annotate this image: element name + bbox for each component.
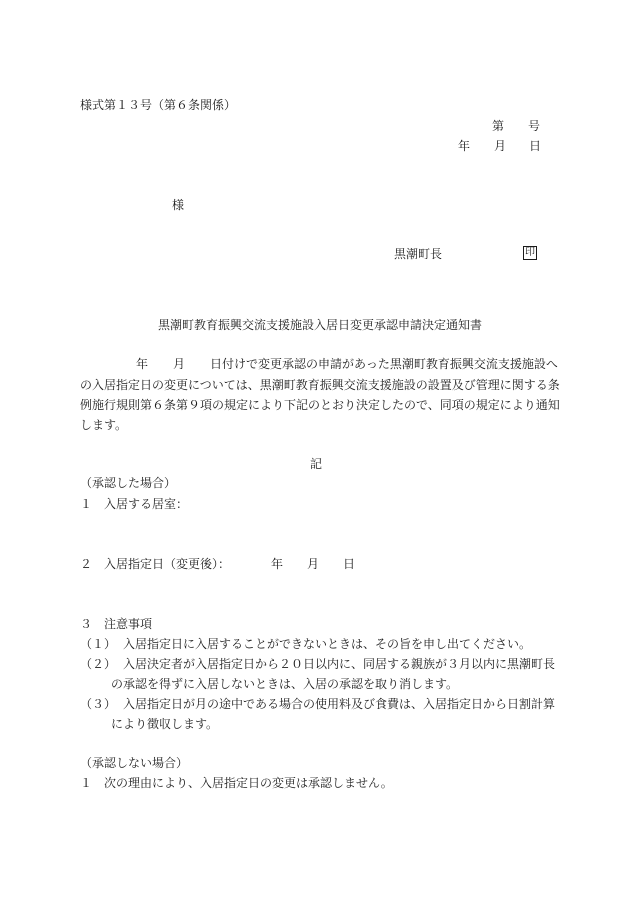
body-line-2: の入居指定日の変更については、黒潮町教育振興交流支援施設の設置及び管理に関する条 [80, 378, 560, 392]
body-line-4: します。 [80, 418, 128, 432]
date-year: 年 [458, 139, 471, 153]
date-month: 月 [494, 139, 507, 153]
body-line-3: 例施行規則第６条第９項の規定により下記のとおり決定したので、同項の規定により通知 [80, 398, 560, 412]
seal-mark: 印 [525, 247, 535, 258]
rejected-heading: （承認しない場合） [80, 756, 189, 770]
rejected-item-reason: １ 次の理由により、入居指定日の変更は承認しません。 [80, 776, 393, 790]
note-number: （２） [80, 657, 117, 671]
note-number: （１） [80, 637, 117, 651]
approved-item-notes-heading: ３ 注意事項 [80, 617, 153, 631]
approved-item-date-label: ２ 入居指定日（変更後）： [80, 557, 231, 571]
approved-item-date-year: 年 [271, 557, 284, 571]
note-text: 入居指定日が月の途中である場合の使用料及び食費は、入居指定日から日割計算 [123, 697, 556, 711]
date-day: 日 [529, 139, 542, 153]
note-text-continued: の承認を得ずに入居しないときは、入居の承認を取り消します。 [111, 677, 459, 691]
body-line-1: 日付けで変更承認の申請があった黒潮町教育振興交流支援施設へ [210, 357, 558, 371]
document-title: 黒潮町教育振興交流支援施設入居日変更承認申請決定通知書 [158, 318, 483, 332]
note-text: 入居決定者が入居指定日から２０日以内に、同居する親族が３月以内に黒潮町長 [123, 657, 556, 671]
note-number: （３） [80, 697, 117, 711]
note-text-continued: により徴収します。 [111, 717, 219, 731]
approved-item-date-month: 月 [307, 557, 320, 571]
issuer-name: 黒潮町長 [394, 247, 443, 261]
form-number: 様式第１３号（第６条関係） [80, 98, 237, 112]
approved-item-date-day: 日 [343, 557, 356, 571]
doc-number-prefix: 第 [492, 119, 505, 133]
note-text: 入居指定日に入居することができないときは、その旨を申し出てください。 [123, 637, 532, 651]
body-month: 月 [173, 357, 186, 371]
ki-heading: 記 [310, 457, 323, 471]
approved-item-room: １ 入居する居室： [80, 497, 189, 511]
addressee-honorific: 様 [172, 198, 185, 212]
body-year: 年 [136, 357, 149, 371]
doc-number-suffix: 号 [528, 119, 541, 133]
approved-heading: （承認した場合） [80, 476, 177, 490]
